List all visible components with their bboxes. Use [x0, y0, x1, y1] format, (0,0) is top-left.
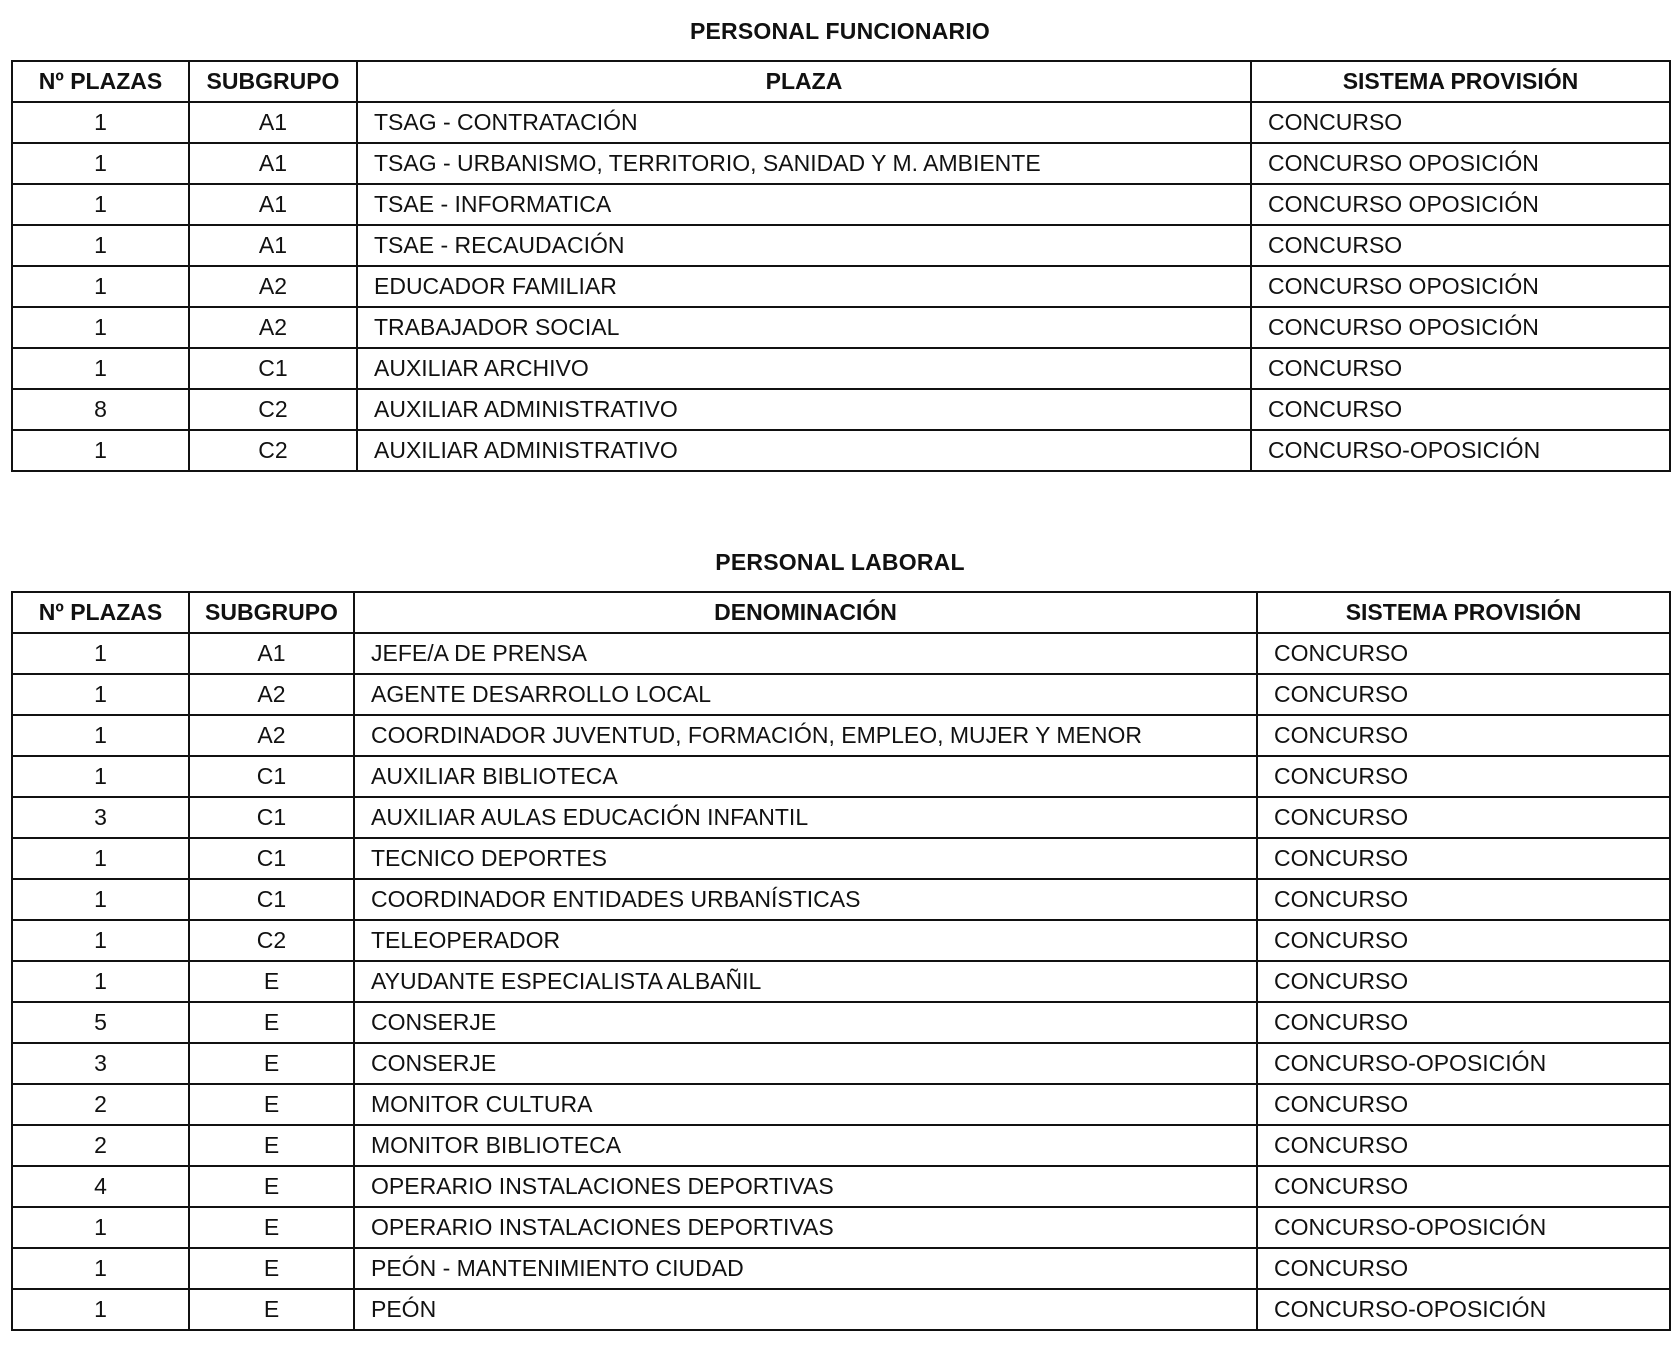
cell-denominacion: AUXILIAR ADMINISTRATIVO: [357, 389, 1251, 430]
cell-subgrupo: E: [189, 1207, 354, 1248]
header-sistema-provision: SISTEMA PROVISIÓN: [1251, 61, 1670, 102]
cell-subgrupo: C2: [189, 389, 357, 430]
cell-sistema-provision: CONCURSO OPOSICIÓN: [1251, 184, 1670, 225]
cell-denominacion: AYUDANTE ESPECIALISTA ALBAÑIL: [354, 961, 1257, 1002]
cell-subgrupo: C1: [189, 756, 354, 797]
cell-denominacion: AUXILIAR ARCHIVO: [357, 348, 1251, 389]
cell-subgrupo: E: [189, 1043, 354, 1084]
cell-denominacion: PEÓN: [354, 1289, 1257, 1330]
cell-sistema-provision: CONCURSO: [1257, 1125, 1670, 1166]
table-row: [12, 1125, 1670, 1166]
table-row: [12, 430, 1670, 471]
cell-subgrupo: C1: [189, 838, 354, 879]
cell-subgrupo: E: [189, 1166, 354, 1207]
cell-num-plazas: 3: [12, 797, 189, 838]
cell-subgrupo: C1: [189, 348, 357, 389]
cell-sistema-provision: CONCURSO: [1257, 1248, 1670, 1289]
cell-denominacion: TSAG - URBANISMO, TERRITORIO, SANIDAD Y M. AMBIENTE: [357, 143, 1251, 184]
table-personal-funcionario: [11, 60, 1671, 472]
cell-denominacion: AGENTE DESARROLLO LOCAL: [354, 674, 1257, 715]
cell-subgrupo: A1: [189, 633, 354, 674]
cell-sistema-provision: CONCURSO: [1257, 674, 1670, 715]
cell-num-plazas: 5: [12, 1002, 189, 1043]
cell-subgrupo: C1: [189, 797, 354, 838]
cell-sistema-provision: CONCURSO-OPOSICIÓN: [1257, 1289, 1670, 1330]
table-row: [12, 674, 1670, 715]
table-row: [12, 348, 1670, 389]
table-row: [12, 1248, 1670, 1289]
table-row: [12, 961, 1670, 1002]
cell-sistema-provision: CONCURSO: [1257, 1002, 1670, 1043]
cell-num-plazas: 2: [12, 1125, 189, 1166]
cell-denominacion: EDUCADOR FAMILIAR: [357, 266, 1251, 307]
cell-num-plazas: 1: [12, 715, 189, 756]
cell-num-plazas: 2: [12, 1084, 189, 1125]
cell-sistema-provision: CONCURSO: [1251, 389, 1670, 430]
cell-num-plazas: 1: [12, 102, 189, 143]
cell-num-plazas: 1: [12, 143, 189, 184]
cell-num-plazas: 1: [12, 838, 189, 879]
cell-subgrupo: A1: [189, 143, 357, 184]
cell-num-plazas: 8: [12, 389, 189, 430]
cell-num-plazas: 1: [12, 756, 189, 797]
section-title-funcionario: PERSONAL FUNCIONARIO: [689, 18, 991, 44]
cell-sistema-provision: CONCURSO: [1257, 797, 1670, 838]
cell-sistema-provision: CONCURSO-OPOSICIÓN: [1257, 1043, 1670, 1084]
table-row: [12, 184, 1670, 225]
table-personal-laboral: [11, 591, 1671, 1331]
cell-num-plazas: 1: [12, 961, 189, 1002]
cell-sistema-provision: CONCURSO: [1257, 756, 1670, 797]
cell-num-plazas: 1: [12, 184, 189, 225]
cell-denominacion: CONSERJE: [354, 1043, 1257, 1084]
cell-sistema-provision: CONCURSO OPOSICIÓN: [1251, 266, 1670, 307]
section-title-laboral: PERSONAL LABORAL: [715, 549, 965, 575]
cell-denominacion: COORDINADOR JUVENTUD, FORMACIÓN, EMPLEO, MUJER Y MENOR: [354, 715, 1257, 756]
cell-num-plazas: 4: [12, 1166, 189, 1207]
cell-subgrupo: E: [189, 1248, 354, 1289]
cell-num-plazas: 1: [12, 225, 189, 266]
cell-subgrupo: E: [189, 1125, 354, 1166]
cell-denominacion: COORDINADOR ENTIDADES URBANÍSTICAS: [354, 879, 1257, 920]
cell-denominacion: OPERARIO INSTALACIONES DEPORTIVAS: [354, 1166, 1257, 1207]
cell-sistema-provision: CONCURSO: [1251, 348, 1670, 389]
header-sistema-provision: SISTEMA PROVISIÓN: [1257, 592, 1670, 633]
cell-num-plazas: 1: [12, 430, 189, 471]
cell-denominacion: TELEOPERADOR: [354, 920, 1257, 961]
table-row: [12, 102, 1670, 143]
cell-sistema-provision: CONCURSO: [1257, 715, 1670, 756]
cell-num-plazas: 1: [12, 920, 189, 961]
cell-sistema-provision: CONCURSO: [1257, 1084, 1670, 1125]
cell-subgrupo: E: [189, 1084, 354, 1125]
table-row: [12, 838, 1670, 879]
table-body: [12, 633, 1670, 1330]
header-num-plazas: Nº PLAZAS: [12, 592, 189, 633]
cell-denominacion: PEÓN - MANTENIMIENTO CIUDAD: [354, 1248, 1257, 1289]
table-row: [12, 1207, 1670, 1248]
table-row: [12, 879, 1670, 920]
table-row: [12, 1043, 1670, 1084]
header-num-plazas: Nº PLAZAS: [12, 61, 189, 102]
cell-subgrupo: E: [189, 1289, 354, 1330]
cell-sistema-provision: CONCURSO: [1251, 225, 1670, 266]
cell-subgrupo: A2: [189, 674, 354, 715]
cell-subgrupo: A1: [189, 102, 357, 143]
table-row: [12, 633, 1670, 674]
cell-denominacion: MONITOR CULTURA: [354, 1084, 1257, 1125]
cell-denominacion: CONSERJE: [354, 1002, 1257, 1043]
cell-sistema-provision: CONCURSO: [1257, 961, 1670, 1002]
header-subgrupo: SUBGRUPO: [189, 61, 357, 102]
table-row: [12, 225, 1670, 266]
header-subgrupo: SUBGRUPO: [189, 592, 354, 633]
table-header-row: [12, 61, 1670, 102]
table-header-row: [12, 592, 1670, 633]
cell-denominacion: AUXILIAR ADMINISTRATIVO: [357, 430, 1251, 471]
cell-subgrupo: A1: [189, 225, 357, 266]
cell-denominacion: AUXILIAR AULAS EDUCACIÓN INFANTIL: [354, 797, 1257, 838]
cell-subgrupo: A2: [189, 266, 357, 307]
table-row: [12, 920, 1670, 961]
cell-subgrupo: E: [189, 1002, 354, 1043]
table-row: [12, 797, 1670, 838]
cell-num-plazas: 1: [12, 266, 189, 307]
cell-num-plazas: 1: [12, 1289, 189, 1330]
table-row: [12, 266, 1670, 307]
cell-sistema-provision: CONCURSO: [1257, 1166, 1670, 1207]
table-body: [12, 102, 1670, 471]
table-row: [12, 143, 1670, 184]
table-row: [12, 389, 1670, 430]
cell-sistema-provision: CONCURSO OPOSICIÓN: [1251, 307, 1670, 348]
cell-subgrupo: C2: [189, 430, 357, 471]
table-row: [12, 1166, 1670, 1207]
cell-denominacion: OPERARIO INSTALACIONES DEPORTIVAS: [354, 1207, 1257, 1248]
table-row: [12, 756, 1670, 797]
cell-denominacion: TSAE - INFORMATICA: [357, 184, 1251, 225]
cell-subgrupo: C1: [189, 879, 354, 920]
header-denominacion: DENOMINACIÓN: [354, 592, 1257, 633]
cell-denominacion: TSAE - RECAUDACIÓN: [357, 225, 1251, 266]
cell-num-plazas: 1: [12, 348, 189, 389]
cell-num-plazas: 3: [12, 1043, 189, 1084]
cell-denominacion: TRABAJADOR SOCIAL: [357, 307, 1251, 348]
header-plaza: PLAZA: [357, 61, 1251, 102]
cell-sistema-provision: CONCURSO: [1257, 879, 1670, 920]
cell-sistema-provision: CONCURSO: [1257, 920, 1670, 961]
cell-sistema-provision: CONCURSO: [1257, 633, 1670, 674]
cell-num-plazas: 1: [12, 879, 189, 920]
table-row: [12, 307, 1670, 348]
cell-num-plazas: 1: [12, 633, 189, 674]
cell-num-plazas: 1: [12, 1248, 189, 1289]
cell-num-plazas: 1: [12, 1207, 189, 1248]
cell-sistema-provision: CONCURSO-OPOSICIÓN: [1251, 430, 1670, 471]
cell-denominacion: TSAG - CONTRATACIÓN: [357, 102, 1251, 143]
cell-subgrupo: A2: [189, 307, 357, 348]
cell-subgrupo: A2: [189, 715, 354, 756]
table-row: [12, 1002, 1670, 1043]
cell-subgrupo: A1: [189, 184, 357, 225]
table-row: [12, 1084, 1670, 1125]
cell-denominacion: JEFE/A DE PRENSA: [354, 633, 1257, 674]
cell-num-plazas: 1: [12, 674, 189, 715]
cell-sistema-provision: CONCURSO: [1251, 102, 1670, 143]
cell-sistema-provision: CONCURSO OPOSICIÓN: [1251, 143, 1670, 184]
cell-subgrupo: C2: [189, 920, 354, 961]
cell-sistema-provision: CONCURSO: [1257, 838, 1670, 879]
cell-denominacion: TECNICO DEPORTES: [354, 838, 1257, 879]
cell-subgrupo: E: [189, 961, 354, 1002]
cell-denominacion: MONITOR BIBLIOTECA: [354, 1125, 1257, 1166]
cell-num-plazas: 1: [12, 307, 189, 348]
cell-denominacion: AUXILIAR BIBLIOTECA: [354, 756, 1257, 797]
table-row: [12, 1289, 1670, 1330]
cell-sistema-provision: CONCURSO-OPOSICIÓN: [1257, 1207, 1670, 1248]
table-row: [12, 715, 1670, 756]
